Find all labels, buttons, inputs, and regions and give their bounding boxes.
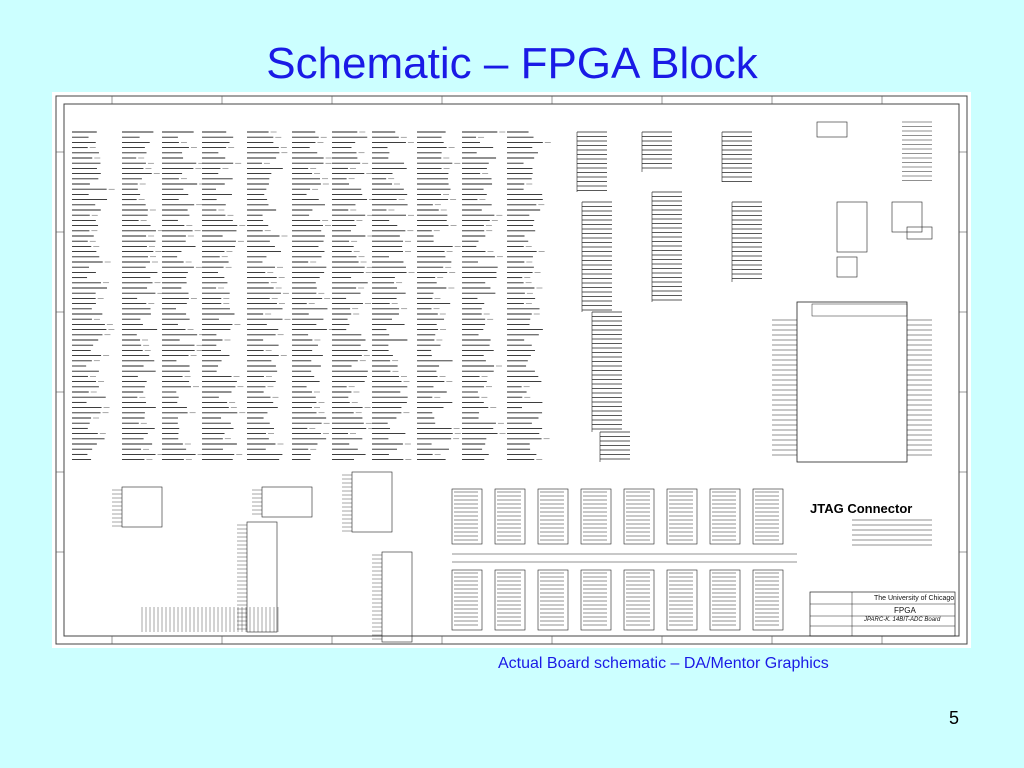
slide-title: Schematic – FPGA Block xyxy=(266,39,758,88)
title-block-organization: The University of Chicago xyxy=(874,595,955,602)
figure-caption: Actual Board schematic – DA/Mentor Graphics xyxy=(498,655,829,672)
schematic-drawing xyxy=(52,92,971,648)
page-number: 5 xyxy=(949,708,960,728)
schematic-image xyxy=(52,92,971,648)
title-block-board-name: JPARC-K. 14BIT-ADC Board xyxy=(864,617,941,623)
title-block-sheet-title: FPGA xyxy=(894,606,916,615)
jtag-connector-label: JTAG Connector xyxy=(810,501,913,516)
